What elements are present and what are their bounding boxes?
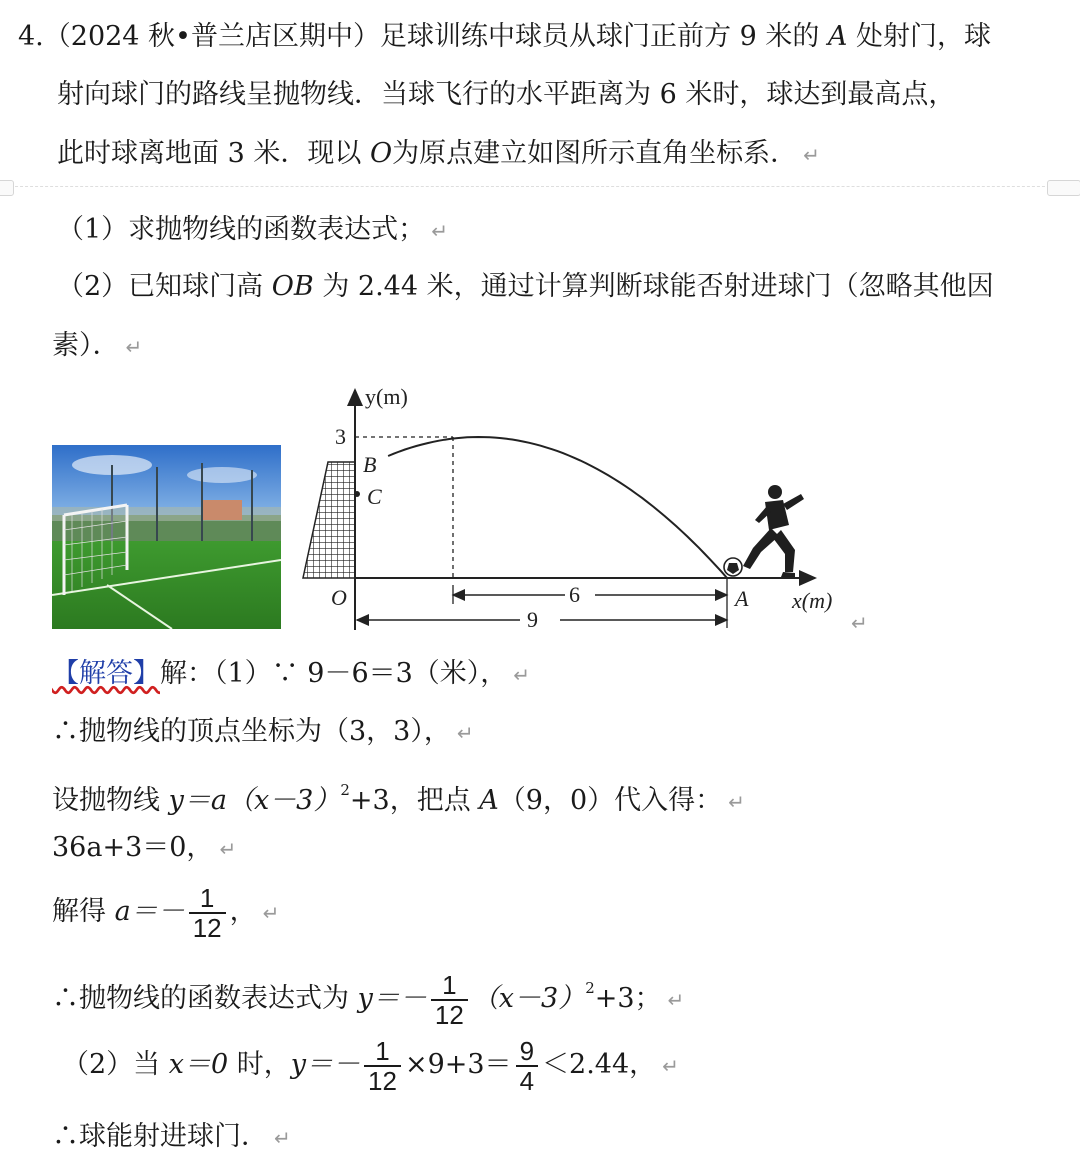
fraction-1-12: [364, 1037, 401, 1095]
solution-text: ∴球能射进球门．: [52, 1121, 268, 1152]
question-1: [57, 213, 448, 248]
return-mark-icon: ↵: [803, 143, 820, 167]
soccer-ball-icon: [724, 558, 742, 576]
solution-line-3: [52, 773, 745, 819]
solution-text: +3；: [594, 983, 662, 1014]
solution-text: 解得: [52, 896, 115, 927]
return-mark-icon: ↵: [662, 1054, 679, 1078]
point-a-var: A: [479, 785, 499, 816]
solution-line-8: [52, 1120, 291, 1155]
fraction-denominator: 12: [192, 912, 222, 943]
equation: x＝0: [168, 1049, 229, 1080]
solution-line-1: [52, 657, 530, 692]
fraction-numerator: 1: [364, 1037, 401, 1067]
label-b: B: [363, 452, 377, 477]
question-text: 素）．: [52, 330, 120, 361]
return-mark-icon: ↵: [219, 837, 237, 861]
fraction-numerator: 9: [516, 1037, 538, 1067]
equation: （x－3）: [471, 983, 586, 1014]
return-mark-icon: ↵: [274, 1126, 291, 1150]
exponent: 2: [585, 979, 595, 997]
fraction-denominator: 12: [368, 1065, 397, 1096]
solution-text: +3，把点: [349, 785, 480, 816]
fraction-numerator: 1: [431, 971, 468, 1001]
problem-text: 此时球离地面 3 米．现以: [57, 138, 370, 169]
solution-line-4: [52, 831, 236, 866]
answer-tag: 【解答】: [52, 658, 160, 689]
return-mark-icon: ↵: [728, 790, 745, 814]
origin-var: O: [369, 138, 393, 169]
solution-line-6: [52, 958, 684, 1030]
problem-text: 处射门，球: [847, 21, 992, 52]
problem-text: 为原点建立如图所示直角坐标系．: [392, 138, 798, 169]
solution-line-2: [52, 715, 474, 750]
problem-line-1: [18, 20, 991, 54]
return-mark-icon: ↵: [851, 611, 868, 635]
fraction-1-12: [189, 884, 226, 942]
goal-photo-image: [52, 445, 281, 629]
return-mark-icon: ↵: [667, 988, 685, 1012]
point-a-var: A: [827, 21, 848, 52]
fraction-1-12: [431, 971, 468, 1029]
coordinate-diagram: [295, 380, 875, 638]
fraction-9-4: [516, 1037, 538, 1095]
dim-label-9: 9: [527, 607, 538, 632]
ball-trajectory: [388, 437, 727, 578]
question-text: 为 2.44 米，通过计算判断球能否射进球门（忽略其他因: [313, 271, 994, 302]
goal-net: [303, 462, 355, 578]
return-mark-icon: ↵: [513, 663, 531, 687]
solution-text: 设抛物线: [52, 785, 169, 816]
problem-line-2: [57, 78, 955, 112]
soccer-goal-photo: [52, 445, 281, 629]
problem-text: 4.（2024 秋•普兰店区期中）足球训练中球员从球门正前方 9 米的: [18, 21, 828, 52]
solution-text: 36a+3＝0，: [52, 832, 214, 863]
page-separator: [0, 186, 1080, 187]
solution-text: ，: [229, 896, 257, 927]
equation: y＝a（x－3）: [168, 785, 341, 816]
equation: y＝－: [290, 1049, 361, 1080]
solution-line-5: [52, 882, 279, 943]
page-corner-left: [0, 180, 14, 196]
fraction-denominator: 4: [519, 1065, 535, 1096]
page-corner-right: [1047, 180, 1080, 196]
soccer-player-icon: [743, 485, 804, 577]
solution-text: 时，: [228, 1049, 291, 1080]
return-mark-icon: ↵: [262, 901, 280, 925]
return-mark-icon: ↵: [431, 219, 448, 243]
return-mark-icon: ↵: [456, 721, 474, 745]
label-o: O: [331, 585, 347, 610]
peak-height-label: 3: [335, 424, 346, 449]
problem-text: 射向球门的路线呈抛物线．当球飞行的水平距离为 6 米时，球达到最高点，: [57, 79, 956, 110]
solution-line-7: [62, 1035, 679, 1096]
dim-label-6: 6: [569, 582, 580, 607]
problem-line-3: [57, 137, 820, 172]
label-c: C: [367, 484, 382, 509]
question-text: （2）已知球门高: [57, 271, 272, 302]
solution-text: ∴抛物线的函数表达式为: [52, 983, 358, 1014]
solution-text: ＜2.44，: [542, 1049, 657, 1080]
solution-text: ×9+3＝: [404, 1049, 512, 1080]
question-2-cont: [52, 329, 142, 364]
return-mark-icon: ↵: [125, 335, 143, 359]
y-axis-label: y(m): [365, 384, 408, 409]
fraction-numerator: 1: [189, 884, 226, 914]
x-axis-label: x(m): [792, 588, 833, 613]
equation: y＝－: [357, 983, 427, 1014]
goal-height-var: OB: [271, 271, 314, 302]
solution-text: （2）当: [62, 1049, 169, 1080]
solution-text: ∴抛物线的顶点坐标为（3，3），: [52, 716, 451, 747]
exponent: 2: [340, 781, 350, 799]
solution-text: 解：（1）∵ 9－6＝3（米），: [160, 658, 508, 689]
question-text: （1）求抛物线的函数表达式；: [57, 214, 426, 245]
label-a: A: [735, 586, 749, 611]
question-2: [57, 270, 994, 304]
solution-text: （9，0）代入得：: [498, 785, 723, 816]
fraction-denominator: 12: [434, 999, 464, 1030]
equation: a＝－: [114, 896, 185, 927]
point-c-dot: [354, 491, 360, 497]
